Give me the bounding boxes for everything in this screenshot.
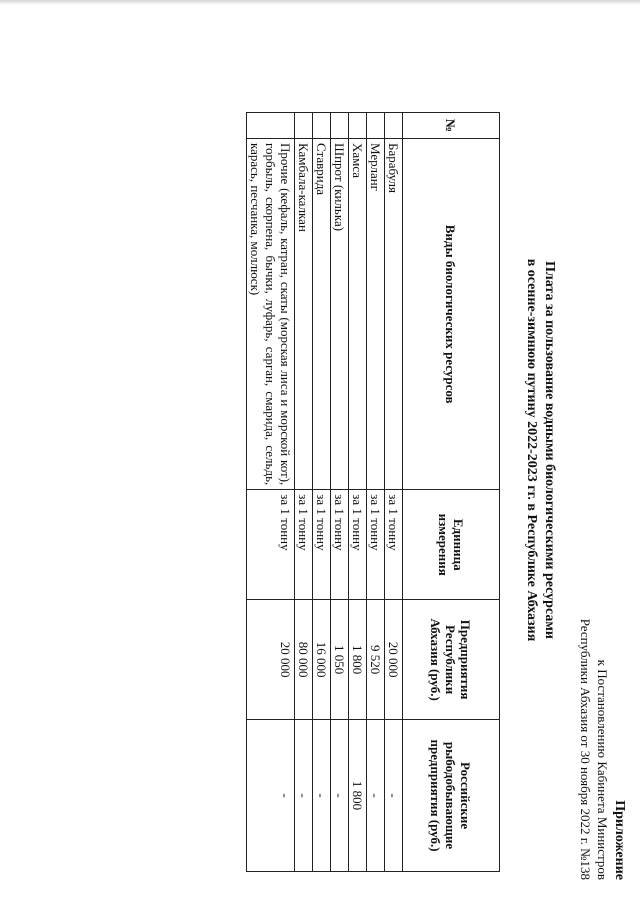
unit-cell: за 1 тонну [367,490,385,600]
header-resource-type: Виды биологических ресурсов [403,138,500,489]
russian-fee: - [331,720,349,872]
republic-fee: 9 520 [367,600,385,720]
table-row [367,113,385,872]
table-header-row [403,113,500,872]
russian-fee: - [367,720,385,872]
header-number: № [403,113,500,139]
unit-cell: за 1 тонну [313,490,331,600]
row-number [313,113,331,139]
republic-fee: 1 800 [349,600,367,720]
russian-fee: - [295,720,313,872]
table-row [247,113,295,872]
resource-name: Шпрот (килька) [331,138,349,489]
republic-fee: 1 050 [331,600,349,720]
russian-fee: - [247,720,295,872]
header-unit: Единица измерения [403,490,500,600]
russian-fee: - [385,720,403,872]
republic-fee: 20 000 [247,600,295,720]
table-row [385,113,403,872]
resource-name: Ставрида [313,138,331,489]
unit-cell: за 1 тонну [349,490,367,600]
title-line-2: в осенне-зимнюю путину 2022-2023 гг. в Республике Абхазия [524,258,539,642]
republic-fee: 20 000 [385,600,403,720]
document-title [522,150,558,750]
row-number [247,113,295,139]
resource-name: Мерланг [367,138,385,489]
table-row [349,113,367,872]
unit-cell: за 1 тонну [385,490,403,600]
unit-cell: за 1 тонну [331,490,349,600]
table-row [295,113,313,872]
header-republic-enterprises: Предприятия Республики Абхазия (руб.) [403,600,500,720]
row-number [295,113,313,139]
unit-cell: за 1 тонну [247,490,295,600]
row-number [385,113,403,139]
russian-fee: - [313,720,331,872]
row-number [331,113,349,139]
row-number [367,113,385,139]
header-russian-enterprises: Российские рыбодобывающие предприятия (руб.) [403,720,500,872]
table-row [313,113,331,872]
unit-cell: за 1 тонну [295,490,313,600]
table-row [331,113,349,872]
resolution-date-number: Республики Абхазия от 30 ноября 2022 г. №138 [578,618,593,880]
fees-table [246,112,500,872]
republic-fee: 80 000 [295,600,313,720]
resource-name: Барабуля [385,138,403,489]
row-number [349,113,367,139]
resource-name: Камбала-калкан [295,138,313,489]
resource-name: Прочие (кефаль, катран, скаты (морская лиса и морской кот), горбыль, скорпена, бычки, луфарь, сарган, смарида, сельдь, карась, песчанка, моллюск) [247,138,295,489]
title-line-1: Плата за пользование водными биологическими ресурсами [542,261,557,639]
russian-fee: 1 800 [349,720,367,872]
resource-name: Хамса [349,138,367,489]
appendix-header [577,590,628,880]
resolution-reference: к Постановлению Кабинета Министров [595,659,610,880]
republic-fee: 16 000 [313,600,331,720]
appendix-label: Приложение [612,800,627,880]
